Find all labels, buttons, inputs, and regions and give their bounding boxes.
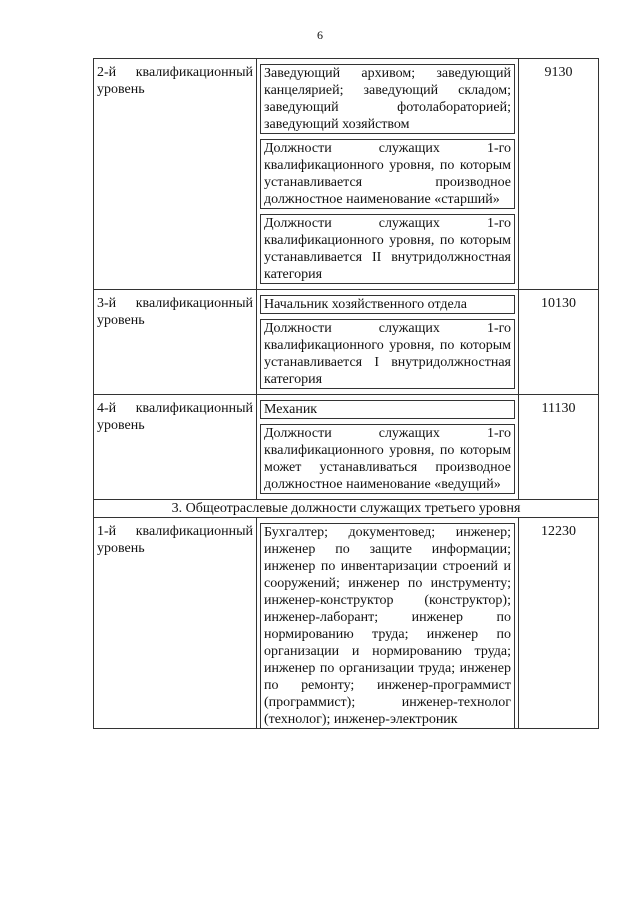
position-block: Начальник хозяйственного отдела xyxy=(260,295,515,314)
salary-value: 10130 xyxy=(541,296,576,311)
salary-cell xyxy=(519,518,599,729)
table-row xyxy=(94,518,599,729)
level-cell xyxy=(94,518,257,729)
section-heading: 3. Общеотраслевые должности служащих третьего уровня xyxy=(94,500,599,518)
page-bottom-margin xyxy=(0,817,640,900)
salary-cell xyxy=(519,59,599,290)
position-block: Заведующий архивом; заведующий канцелярией; заведующий складом; заведующий фотолабораторией; заведующий хозяйством xyxy=(260,64,515,134)
position-block: Должности служащих 1-го квалификационного уровня, по которым устанавливается II внутридолжностная категория xyxy=(260,214,515,284)
position-block: Должности служащих 1-го квалификационного уровня, по которым устанавливается производное должностное наименование «старший» xyxy=(260,139,515,209)
table-row xyxy=(94,290,599,395)
positions-cell xyxy=(257,518,519,729)
salary-value: 11130 xyxy=(541,401,576,416)
level-label: 3-й квалификационный уровень xyxy=(97,296,253,328)
level-label: 2-й квалификационный уровень xyxy=(97,65,253,97)
position-block: Должности служащих 1-го квалификационного уровня, по которым устанавливается I внутридолжностная категория xyxy=(260,319,515,389)
level-cell xyxy=(94,290,257,395)
positions-cell xyxy=(257,290,519,395)
salary-value: 12230 xyxy=(541,524,576,539)
salary-value: 9130 xyxy=(544,65,573,80)
level-cell xyxy=(94,59,257,290)
table-row xyxy=(94,59,599,290)
position-block: Должности служащих 1-го квалификационного уровня, по которым может устанавливаться производное должностное наименование «ведущий» xyxy=(260,424,515,494)
position-block: Бухгалтер; документовед; инженер; инженер по защите информации; инженер по инвентаризации строений и сооружений; инженер по инструменту; инженер-конструктор (конструктор); инженер-лаборант; инженер по нормированию труда; инженер по организации и нормированию труда; инженер по организации труда; инженер по ремонту; инженер-программист (программист); инженер-технолог (технолог); инженер-электроник xyxy=(260,523,515,728)
positions-cell xyxy=(257,59,519,290)
salary-cell xyxy=(519,395,599,500)
level-cell xyxy=(94,395,257,500)
position-block: Механик xyxy=(260,400,515,419)
level-label: 1-й квалификационный уровень xyxy=(97,524,253,556)
salary-cell xyxy=(519,290,599,395)
table-row xyxy=(94,395,599,500)
section-heading-row xyxy=(94,500,599,518)
positions-cell xyxy=(257,395,519,500)
qualification-table xyxy=(93,58,599,729)
level-label: 4-й квалификационный уровень xyxy=(97,401,253,433)
page-number: 6 xyxy=(317,28,323,42)
